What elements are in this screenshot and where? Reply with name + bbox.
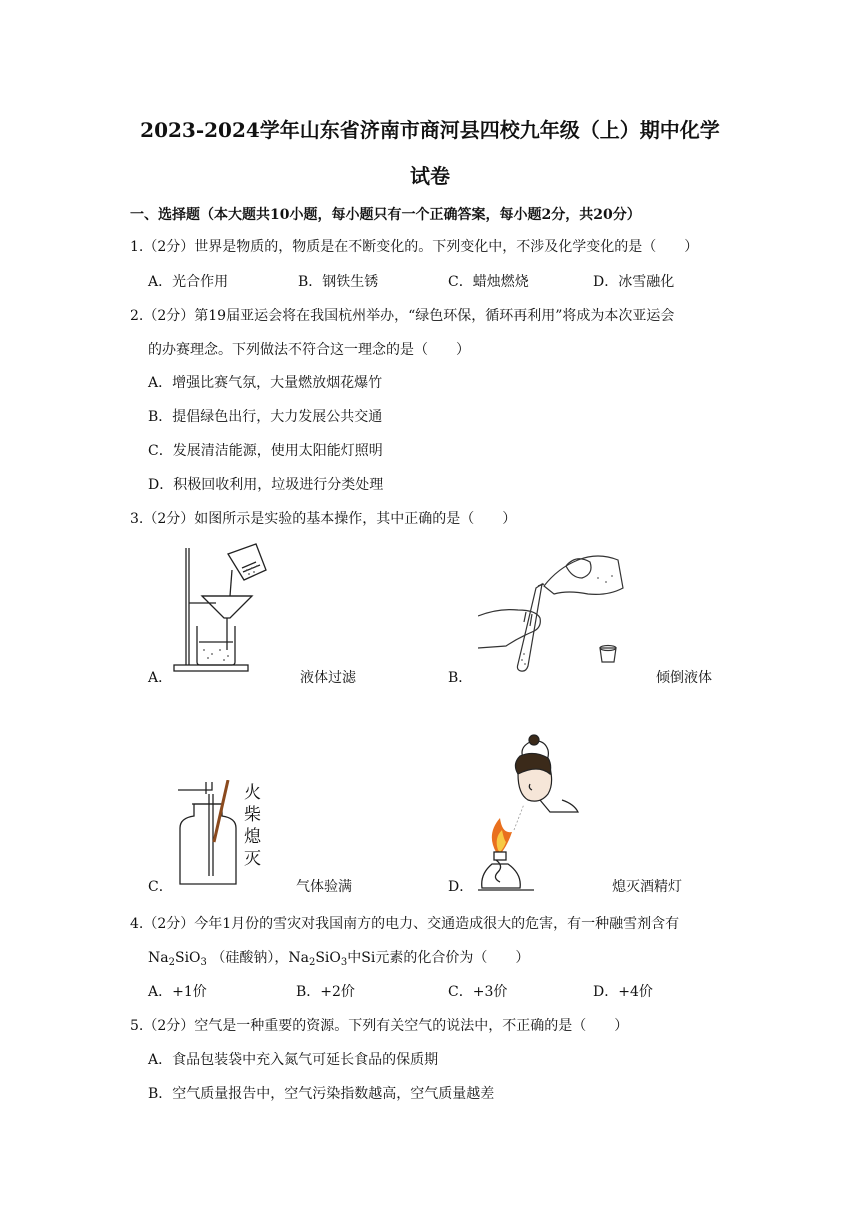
section-heading: 一、选择题（本大题共10小题，每小题只有一个正确答案，每小题2分，共20分）	[130, 207, 641, 223]
match-label-char: 火	[244, 783, 261, 803]
pouring-liquid-figure	[478, 548, 628, 678]
question-1-option-a: A．光合作用	[148, 274, 229, 290]
chemical-formula: $Na_2SiO_3$	[148, 950, 207, 968]
question-3-option-a: A．	[148, 670, 173, 686]
question-1-option-b: B．钢铁生锈	[298, 274, 379, 290]
question-3-caption-c: 气体验满	[296, 879, 352, 895]
match-label-char: 柴	[244, 805, 261, 825]
match-label-char: 熄	[244, 827, 261, 847]
match-label	[244, 782, 264, 870]
question-3-caption-a: 液体过滤	[300, 670, 356, 686]
question-1-option-c: C．蜡烛燃烧	[448, 274, 529, 290]
question-4-option-d: D．+4价	[593, 984, 653, 1000]
filtration-apparatus-figure	[172, 540, 272, 675]
question-3-option-c: C．	[148, 879, 173, 895]
question-3-option-d: D．	[448, 879, 474, 895]
question-2-option-a: A．增强比赛气氛，大量燃放烟花爆竹	[148, 375, 383, 391]
question-2-stem-line-1: 2.（2分）第19届亚运会将在我国杭州举办，“绿色环保，循环再利用”将成为本次亚运会	[130, 308, 675, 324]
formula-note: （硅酸钠），	[211, 950, 289, 966]
exam-title-line-2: 试卷	[410, 164, 450, 188]
gas-bottle-figure	[176, 780, 246, 890]
question-3-caption-b: 倾倒液体	[656, 670, 712, 686]
exam-title-line-1: 2023-2024学年山东省济南市商河县四校九年级（上）期中化学	[140, 118, 720, 142]
question-2-option-c: C．发展清洁能源，使用太阳能灯照明	[148, 443, 383, 459]
match-label-char: 灭	[244, 849, 261, 869]
chemical-formula: $Na_2SiO_3$	[288, 950, 348, 968]
question-4-stem-tail: 中Si元素的化合价为（ ）	[347, 950, 530, 966]
question-4-stem-line-2	[148, 947, 529, 968]
question-5-option-a: A．食品包装袋中充入氮气可延长食品的保质期	[148, 1052, 439, 1068]
question-5-stem: 5.（2分）空气是一种重要的资源。下列有关空气的说法中，不正确的是（ ）	[130, 1018, 629, 1034]
question-2-stem-line-2: 的办赛理念。下列做法不符合这一理念的是（ ）	[148, 342, 470, 358]
question-2-option-d: D．积极回收利用，垃圾进行分类处理	[148, 477, 384, 493]
question-4-option-b: B．+2价	[296, 984, 355, 1000]
question-4-option-a: A．+1价	[148, 984, 207, 1000]
question-3-option-b: B．	[448, 670, 473, 686]
question-4-option-c: C．+3价	[448, 984, 508, 1000]
question-1-stem: 1.（2分）世界是物质的，物质是在不断变化的。下列变化中，不涉及化学变化的是（ ）	[130, 239, 699, 255]
question-2-option-b: B．提倡绿色出行，大力发展公共交通	[148, 409, 383, 425]
question-1-option-d: D．冰雪融化	[593, 274, 675, 290]
blowing-alcohol-lamp-figure	[478, 734, 588, 892]
question-4-stem-line-1: 4.（2分）今年1月份的雪灾对我国南方的电力、交通造成很大的危害，有一种融雪剂含有	[130, 916, 680, 932]
question-3-stem: 3.（2分）如图所示是实验的基本操作，其中正确的是（ ）	[130, 511, 517, 527]
question-3-caption-d: 熄灭酒精灯	[612, 879, 682, 895]
question-5-option-b: B．空气质量报告中，空气污染指数越高，空气质量越差	[148, 1086, 495, 1102]
